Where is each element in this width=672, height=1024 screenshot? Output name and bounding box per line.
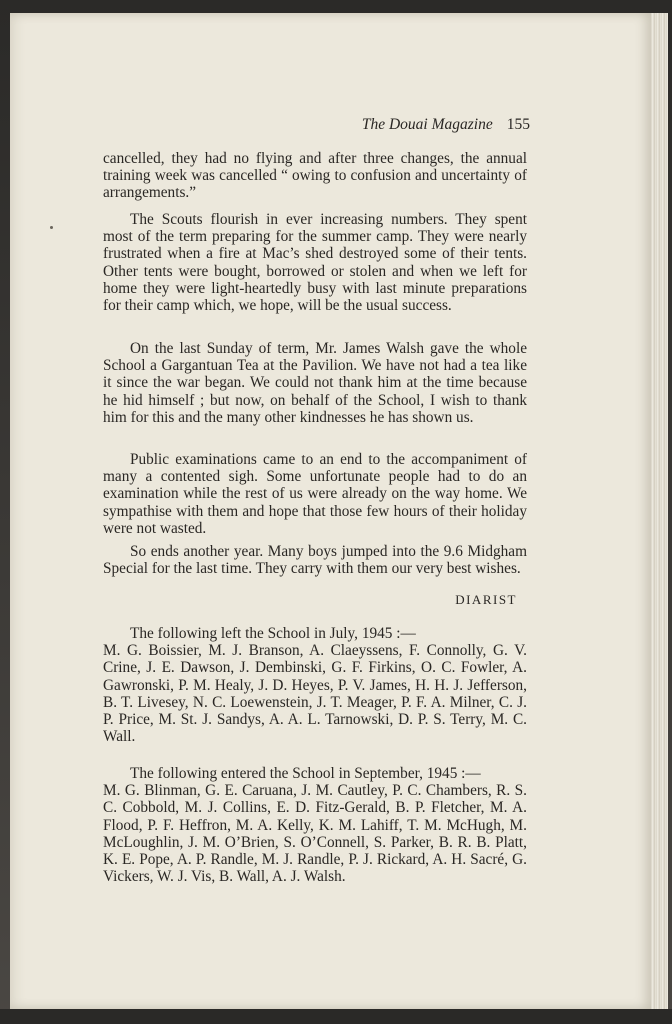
left-school-list [103,625,527,745]
paragraph-text: On the last Sunday of term, Mr. James Walsh gave the whole School a Gargantuan Tea at the Pavilion. We have not had a tea like it since the war began. We could not thank him at the time because he hid himself ; but now, on behalf of the School, I wish to thank him for this and the many other kindnesses he has shown us. [103,340,527,426]
paragraph-text: The Scouts flourish in ever increasing numbers. They spent most of the term preparing for the summer camp. They were nearly frustrated when a fire at Mac’s shed destroyed some of their tents. Other tents were bought, borrowed or stolen and when we left for home they were light-heartedly busy with last minute preparations for their camp which, we hope, will be the usual success. [103,211,527,315]
paragraph-text: So ends another year. Many boys jumped into the 9.6 Midgham Special for the last time. They carry with them our very best wishes. [103,543,527,578]
page-stack-edge [651,13,668,1009]
scanner-bed [0,1009,672,1024]
paragraph-continued [103,150,527,202]
running-header [0,116,530,134]
left-list-intro: The following left the School in July, 1945 :— [130,625,416,642]
ink-speck [50,226,53,229]
paragraph-tea [103,340,527,426]
entered-list-names: M. G. Blinman, G. E. Caruana, J. M. Cautley, P. C. Chambers, R. S. C. Cobbold, M. J. Collins, E. D. Fitz-Gerald, B. P. Fletcher, M. A. Flood, P. F. Heffron, M. A. Kelly, K. M. Lahiff, T. M. McHugh, M. McLoughlin, J. M. O’Brien, S. O’Connell, S. Parker, B. R. B. Platt, K. E. Pope, A. P. Randle, M. J. Randle, P. J. Rickard, A. H. Sacré, G. Vickers, W. J. Vis, B. Wall, A. J. Walsh. [103,782,527,886]
magazine-title: The Douai Magazine [361,116,493,133]
paragraph-examinations [103,451,527,537]
paragraph-text: Public examinations came to an end to the accompaniment of many a contented sigh. Some unfortunate people had to do an examination while the rest of us were already on the way home. We sympathise with them and hope that those few hours of their holiday were not wasted. [103,451,527,537]
signature: DIARIST [455,592,517,607]
entered-school-list [103,765,527,885]
page-number: 155 [506,116,530,133]
entered-list-intro: The following entered the School in September, 1945 :— [130,765,481,782]
paragraph-text: cancelled, they had no flying and after three changes, the annual training week was cancelled “ owing to confusion and uncertainty of arrangements.” [103,150,527,202]
left-list-names: M. G. Boissier, M. J. Branson, A. Claeyssens, F. Connolly, G. V. Crine, J. E. Dawson, J. Dembinski, G. F. Firkins, O. C. Fowler, A. Gawronski, P. M. Healy, J. D. Heyes, P. V. James, H. H. J. Jefferson, B. T. Livesey, N. C. Loewenstein, J. T. Meager, P. F. A. Milner, C. J. P. Price, M. St. J. Sandys, A. A. L. Tarnowski, D. P. S. Terry, M. C. Wall. [103,642,527,746]
paragraph-scouts [103,211,527,314]
paragraph-year-end [103,543,527,577]
